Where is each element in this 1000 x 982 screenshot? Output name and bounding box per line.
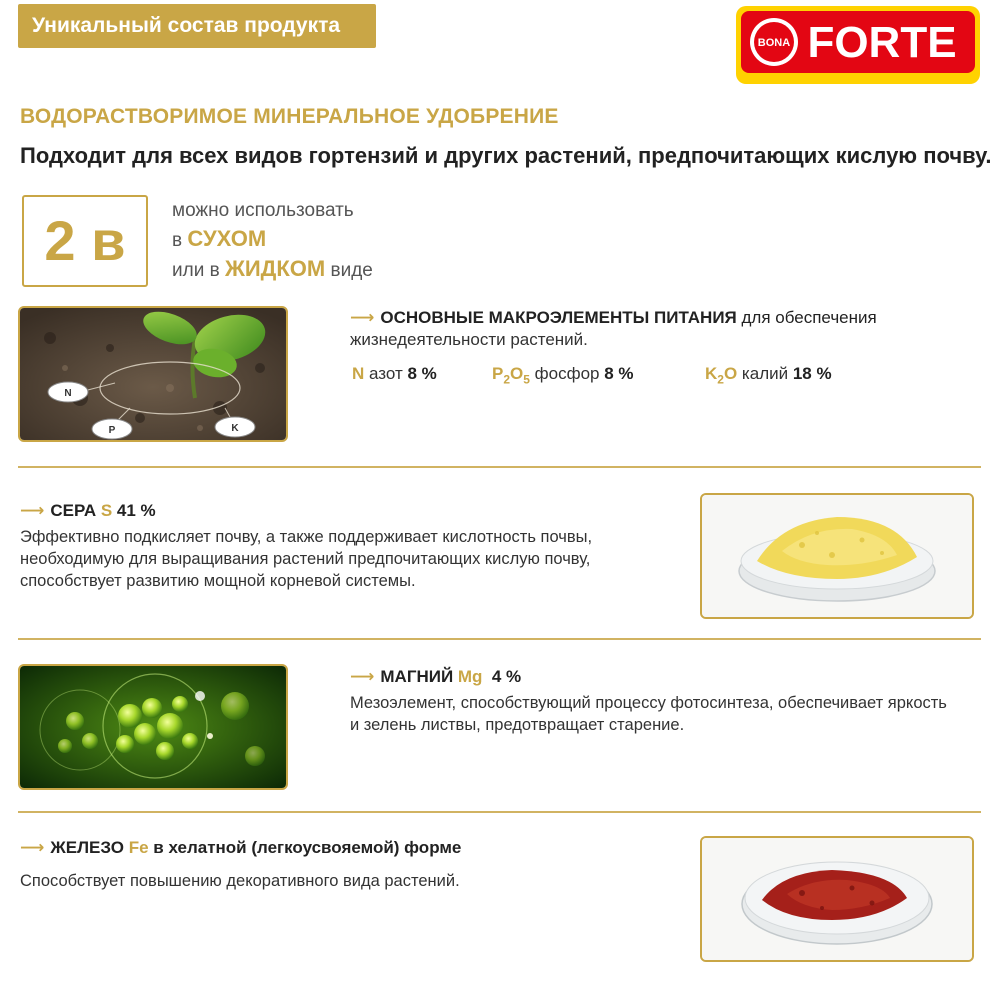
macro-item-phosphorus: $P_2O_5$ фосфор 8 %	[492, 364, 634, 387]
macro-subtitle: жизнедеятельности растений.	[350, 330, 588, 349]
product-tagline: Подходит для всех видов гортензий и других растений, предпочитающих кислую почву.	[20, 143, 992, 168]
magnesium-cells-photo	[18, 664, 288, 790]
two-in-one-line2: в СУХОМ	[172, 226, 267, 251]
arrow-icon: ⟶	[350, 667, 375, 686]
two-in-one-line3: или в ЖИДКОМ виде	[172, 256, 373, 281]
two-in-one-line1: можно использовать	[172, 200, 354, 221]
sulfur-description: Эффективно подкисляет почву, а также поддерживает кислотность почвы, необходимую для выращивания растений предпочитающих кислую почву, способствует развитию мощной корневой системы.	[20, 528, 593, 590]
soil-label-n: N	[64, 388, 72, 399]
brand-name-text: FORTE	[807, 18, 957, 67]
magnesium-title: ⟶ МАГНИЙ Mg 4 %	[350, 667, 522, 686]
soil-label-p: P	[108, 425, 116, 436]
macro-item-potassium: $K_2O$ калий 18 %	[705, 364, 832, 387]
section-divider	[18, 638, 981, 640]
arrow-icon: ⟶	[350, 308, 375, 327]
two-in-one-badge: 2 в	[22, 195, 148, 287]
liquid-accent: ЖИДКОМ	[224, 256, 326, 281]
soil-plant-photo	[18, 306, 288, 442]
macro-item-nitrogen: N азот 8 %	[352, 364, 437, 383]
section-divider	[18, 811, 981, 813]
product-category: ВОДОРАСТВОРИМОЕ МИНЕРАЛЬНОЕ УДОБРЕНИЕ	[20, 105, 559, 128]
header-banner: Уникальный состав продукта	[18, 4, 376, 48]
magnesium-description: Мезоэлемент, способствующий процессу фотосинтеза, обеспечивает яркость и зелень листвы, предотвращает старение.	[350, 694, 947, 734]
arrow-icon: ⟶	[20, 838, 45, 857]
soil-label-k: K	[231, 423, 239, 434]
brand-small-text: BONA	[757, 37, 791, 49]
iron-description: Способствует повышению декоративного вида растений.	[20, 872, 460, 890]
iron-powder-photo	[700, 836, 974, 962]
sulfur-powder-photo	[700, 493, 974, 619]
iron-title: ⟶ ЖЕЛЕЗО Fe в хелатной (легкоусвояемой) форме	[20, 838, 462, 857]
dry-accent: СУХОМ	[187, 226, 267, 251]
macro-title: ⟶ ОСНОВНЫЕ МАКРОЭЛЕМЕНТЫ ПИТАНИЯ для обеспечения	[350, 308, 877, 327]
section-divider	[18, 466, 981, 468]
arrow-icon: ⟶	[20, 501, 45, 520]
sulfur-title: ⟶ СЕРА S 41 %	[20, 501, 156, 520]
bona-forte-logo	[736, 6, 980, 84]
